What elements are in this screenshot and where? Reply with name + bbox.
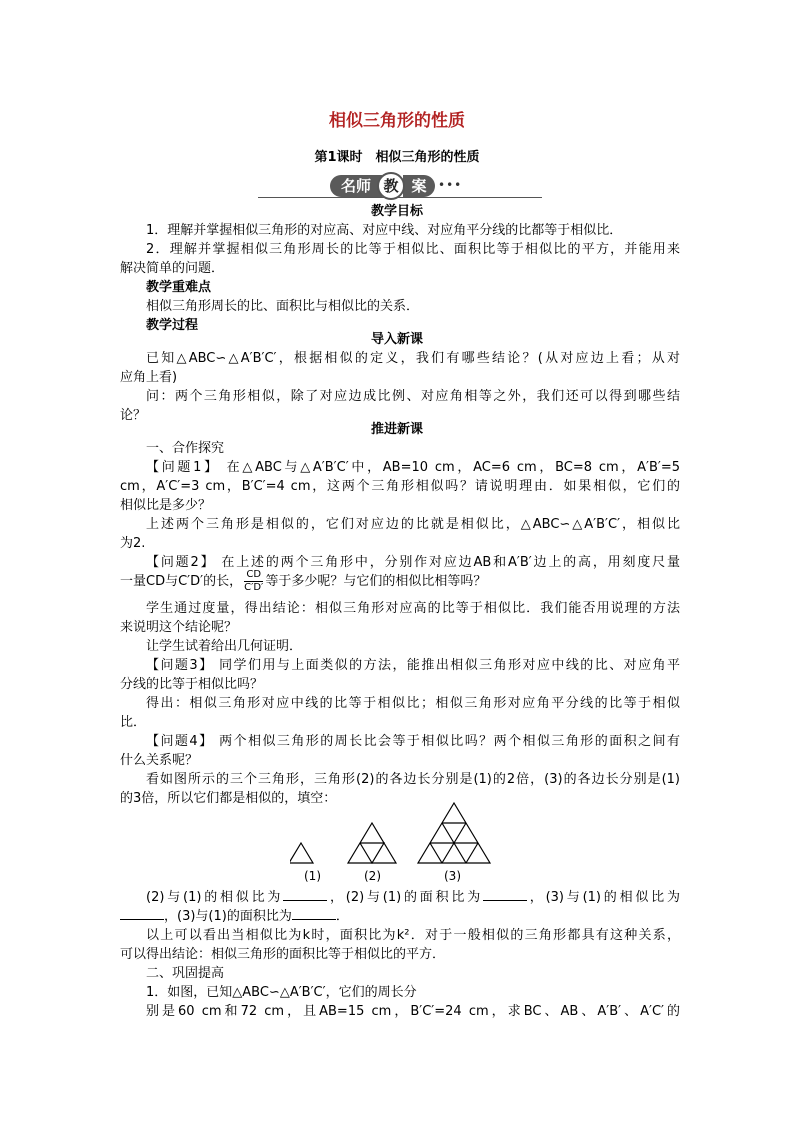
heading-process: 教学过程 [146,318,199,333]
fill-in-line1 [146,888,680,907]
triangles-drawing [290,795,510,885]
figure-intro-line2: 的3倍，所以它们都是相似的，填空： [120,791,337,806]
figure-label-2: (2) [364,869,381,883]
question-2-suffix: 等于多少呢？与它们的相似比相等吗？ [265,574,487,589]
question-4-line2: 什么关系呢？ [120,753,199,768]
fill-in-line2 [120,907,680,926]
triangle-3 [418,803,490,863]
question-2-line2 [120,568,680,596]
intro-question-line2: 论？ [120,408,147,423]
intro-line2: 应角上看) [120,370,178,385]
fraction-numerator: CD [244,569,263,582]
part-1-heading: 一、合作探究 [146,441,225,456]
question-1-line3: 相似比是多少？ [120,498,212,513]
answer-2-line2: 来说明这个结论呢？ [120,620,238,635]
banner-dots: ••• [438,178,463,192]
conclusion-line1: 以上可以看出当相似比为k时，面积比为k²．对于一般相似的三角形都具有这种关系， [146,928,680,943]
fraction-cd [244,569,263,594]
goal-2-line1: 2．理解并掌握相似三角形周长的比等于相似比、面积比等于相似比的平方，并能用来 [146,242,680,257]
fill-text-e: ． [335,909,349,924]
banner-right-label: 案 [403,175,435,197]
answer-2-line1: 学生通过度量，得出结论：相似三角形对应高的比等于相似比．我们能否用说理的方法 [146,601,680,616]
exercise-1-line1: 1．如图，已知△ABC∽△A′B′C′，它们的周长分 [146,985,417,1000]
goal-2-line2: 解决简单的问题． [120,261,225,276]
conclusion-line2: 可以得出结论：相似三角形的面积比等于相似比的平方． [120,947,446,962]
banner-circle-label: 教 [377,172,405,200]
heading-new-lesson: 推进新课 [370,422,423,437]
triangle-1 [290,843,313,863]
figure-label-1: (1) [304,869,321,883]
question-4-line1: 【问题4】 两个相似三角形的周长比会等于相似比吗？两个相似三角形的面积之间有 [146,734,680,749]
heading-key-points: 教学重难点 [146,280,212,295]
heading-goals: 教学目标 [370,204,423,219]
answer-2-line3: 让学生试着给出几何证明． [146,639,303,654]
figure-intro-line1: 看如图所示的三个三角形，三角形(2)的各边长分别是(1)的2倍，(3)的各边长分别是(1) [146,772,680,787]
fill-text-b: ，(2)与(1)的面积比为 [327,890,483,905]
goal-1: 1．理解并掌握相似三角形的对应高、对应中线、对应角平分线的比都等于相似比． [146,223,623,238]
triangles-figure [290,795,510,885]
question-2-prefix: 一量CD与C′D′的长， [120,574,243,589]
exercise-1-line2: 别是60 cm和72 cm，且AB=15 cm，B′C′=24 cm，求BC、AB、A′B′、A′C′的 [146,1004,680,1019]
answer-1-line1: 上述两个三角形是相似的，它们对应边的比就是相似比，△ABC∽△A′B′C′，相似比 [146,517,680,532]
answer-3-line2: 比． [120,715,147,730]
answer-1-line2: 为2. [120,536,146,551]
fill-text-c: ，(3)与(1)的相似比为 [526,890,680,905]
answer-blank-4[interactable] [292,907,336,920]
intro-line1: 已知△ABC∽△A′B′C′，根据相似的定义，我们有哪些结论？(从对应边上看；从对 [146,351,680,366]
page-title: 相似三角形的性质 [329,111,465,131]
question-1-line2: cm，A′C′=3 cm，B′C′=4 cm，这两个三角形相似吗？请说明理由．如果相似，它们的 [120,479,680,494]
figure-label-3: (3) [444,869,461,883]
heading-intro: 导入新课 [370,332,423,347]
fill-text-d: ，(3)与(1)的面积比为 [164,909,292,924]
question-1-line1: 【问题1】 在△ABC与△A′B′C′中，AB=10 cm，AC=6 cm，BC=8 cm，A′B′=5 [146,460,680,475]
lesson-subtitle: 第1课时 相似三角形的性质 [314,150,480,165]
part-2-heading: 二、巩固提高 [146,966,225,981]
fill-text-a: (2)与(1)的相似比为 [146,890,284,905]
answer-blank-2[interactable] [483,888,527,901]
key-points-text: 相似三角形周长的比、面积比与相似比的关系． [146,299,420,314]
fraction-denominator: C′D′ [244,582,264,593]
answer-blank-3[interactable] [120,907,164,920]
answer-blank-1[interactable] [283,888,327,901]
banner-rule [258,197,542,198]
question-3-line2: 分线的比等于相似比吗？ [120,677,264,692]
intro-question-line1: 问：两个三角形相似，除了对应边成比例、对应角相等之外，我们还可以得到哪些结 [146,389,680,404]
answer-3-line1: 得出：相似三角形对应中线的比等于相似比；相似三角形对应角平分线的比等于相似 [146,696,680,711]
triangle-2 [348,823,396,863]
question-3-line1: 【问题3】 同学们用与上面类似的方法，能推出相似三角形对应中线的比、对应角平 [146,658,680,673]
question-2-line1: 【问题2】 在上述的两个三角形中，分别作对应边AB和A′B′边上的高，用刻度尺量 [146,555,680,570]
teacher-plan-banner [258,172,542,202]
banner-left-label: 名师 [330,175,382,197]
